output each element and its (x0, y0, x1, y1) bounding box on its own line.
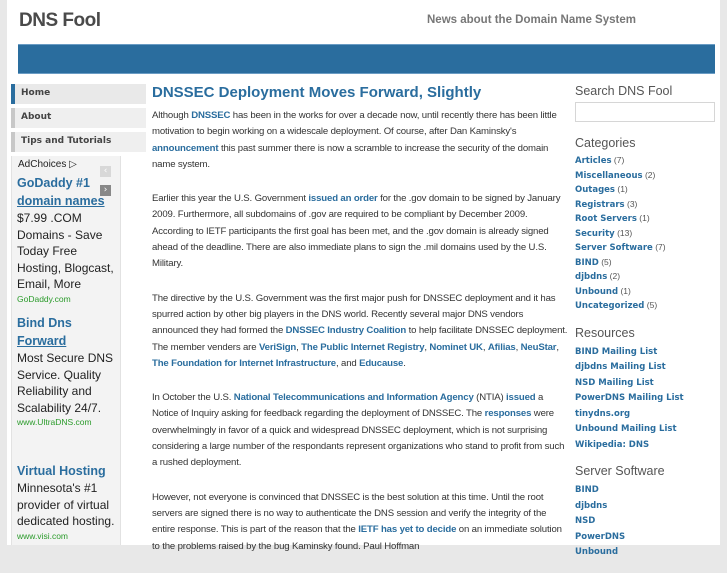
category-count: (2) (609, 271, 621, 281)
link-verisign[interactable]: VeriSign (258, 341, 297, 353)
category-item (575, 256, 710, 271)
text: In October the U.S. (152, 392, 234, 404)
link-dnssec[interactable]: DNSSEC (191, 110, 231, 121)
software-link[interactable]: NSD (575, 516, 596, 526)
category-item (575, 299, 710, 314)
post-paragraph (152, 108, 570, 173)
software-link[interactable]: BIND (575, 485, 599, 495)
link-educause[interactable]: Educause (359, 357, 404, 369)
category-item (575, 198, 710, 213)
category-item (575, 154, 710, 169)
link-afilias[interactable]: Afilias (487, 341, 516, 353)
ad-url[interactable]: GoDaddy.com (17, 293, 71, 304)
nav-item-tips-and-tutorials[interactable] (11, 132, 146, 152)
text: were overwhelmingly in favor of a quick and widespread DNSSEC deployment, which is not surprising considering a large number of the respondants represent organizations who stand to profit from such a rushed deployment. (152, 408, 565, 469)
text: , and (335, 357, 360, 369)
category-link-unbound[interactable]: Unbound (575, 286, 619, 297)
link-neustar[interactable]: NeuStar (520, 341, 557, 353)
post-paragraph (152, 191, 570, 272)
text: (NTIA) (473, 392, 507, 404)
post-paragraph (152, 390, 570, 471)
category-link-server-software[interactable]: Server Software (575, 243, 653, 253)
link-issued-an-order[interactable]: issued an order (308, 193, 378, 205)
post-paragraph (152, 490, 570, 555)
right-sidebar (575, 84, 710, 572)
ad-title[interactable]: Bind Dns (17, 316, 72, 330)
text: , (296, 341, 302, 353)
link-responses[interactable]: responses (484, 408, 532, 420)
resource-link[interactable]: BIND Mailing List (575, 346, 658, 357)
chevron-right-icon[interactable]: › (100, 185, 111, 196)
category-item (575, 241, 710, 256)
adchoices-label: AdChoices (18, 159, 67, 170)
category-link-articles[interactable]: Articles (575, 156, 612, 166)
category-link-uncategorized[interactable]: Uncategorized (575, 301, 645, 311)
text: Earlier this year the U.S. Government (152, 193, 309, 205)
ad-url[interactable]: www.UltraDNS.com (17, 417, 92, 427)
ad-item-visi[interactable] (17, 462, 121, 542)
ad-url[interactable]: www.visi.com (17, 530, 69, 541)
nav-item-label: About (21, 112, 52, 122)
text: , (515, 341, 521, 353)
category-link-miscellaneous[interactable]: Miscellaneous (575, 170, 643, 181)
site-title[interactable]: DNS Fool (19, 10, 101, 31)
category-count: (5) (646, 300, 658, 310)
category-count: (1) (617, 184, 628, 194)
resource-link[interactable]: djbdns Mailing List (575, 362, 666, 372)
category-item (575, 227, 710, 242)
text: has been in the works for over a decade now, until recently there has been little motivation to begin working on a widescale deployment. Of course, after Dan Kaminsky's (152, 110, 557, 138)
software-link[interactable]: djbdns (575, 500, 608, 511)
text: , (556, 341, 559, 353)
software-link[interactable]: PowerDNS (575, 531, 626, 542)
category-link-bind[interactable]: BIND (575, 257, 599, 268)
link-issued[interactable]: issued (506, 392, 536, 404)
resource-link[interactable]: NSD Mailing List (575, 377, 654, 388)
software-link[interactable]: Unbound (575, 547, 619, 557)
ad-title[interactable]: domain names (17, 194, 105, 208)
category-link-djbdns[interactable]: djbdns (575, 272, 608, 282)
link-ietf-has-yet-to-decide[interactable]: IETF has yet to decide (358, 524, 457, 536)
category-count: (5) (601, 256, 612, 267)
top-navbar (18, 44, 715, 74)
category-item (575, 169, 710, 184)
nav-item-home[interactable] (11, 84, 146, 104)
left-navigation (11, 84, 146, 156)
server-software-heading: Server Software (575, 464, 665, 478)
text: . (403, 357, 406, 369)
link-foundation-internet-infrastructure[interactable]: The Foundation for Internet Infrastructure (152, 357, 336, 369)
text: for the .gov domain to be signed by January 2009. Furthermore, all subdomains of .gov are required to be compliant by December 2009. According to IETF participants the first goal has been met, and the .gov domain is already signed ahead of the deadline. There are also immediate plans to sign the .mil domains used by the U.S. Military. (152, 193, 561, 270)
link-ntia[interactable]: National Telecommunications and Information Agency (233, 392, 474, 404)
text: a Notice of Inquiry asking for feedback regarding the deployment of DNSSEC. The (152, 392, 544, 420)
link-announcement[interactable]: announcement (152, 142, 219, 154)
text: The directive by the U.S. Government was the first major push for DNSSEC deployment and it has spurred action by other big players in the DNS world. Recently several major DNS vendors announced they had formed the (152, 292, 556, 337)
text: , (482, 341, 488, 353)
resource-link[interactable]: Unbound Mailing List (575, 424, 677, 434)
categories-list (575, 154, 710, 314)
ad-body: $7.99 .COM Domains - Save Today Free Hosting, Blogcast, Email, More (17, 211, 114, 291)
category-count: (3) (627, 198, 638, 209)
ad-body: Most Secure DNS Service. Quality Reliability and Scalability 24/7. (17, 351, 114, 415)
text: to help facilitate DNSSEC deployment. The member venders are (152, 325, 568, 353)
resources-heading: Resources (575, 325, 635, 340)
ad-box (11, 156, 121, 545)
post-paragraph (152, 291, 570, 372)
search-input[interactable] (575, 102, 715, 122)
nav-item-label: Home (21, 88, 51, 98)
adchoices-link[interactable] (18, 159, 77, 170)
post (152, 84, 570, 573)
category-count: (7) (613, 155, 625, 165)
play-triangle-icon: ▷ (69, 159, 77, 170)
category-link-outages[interactable]: Outages (575, 185, 615, 195)
category-count: (2) (644, 169, 656, 180)
chevron-left-icon[interactable]: ‹ (100, 166, 111, 177)
text: on an immediate solution to the problems raised by the bug Kaminsky found. Paul Hoffman (152, 524, 562, 552)
post-title[interactable]: DNSSEC Deployment Moves Forward, Slightly (152, 84, 482, 101)
category-item (575, 270, 710, 285)
nav-item-about[interactable] (11, 108, 146, 128)
category-item (575, 183, 710, 198)
resource-link[interactable]: Wikipedia: DNS (575, 439, 650, 450)
server-software-list (575, 482, 710, 560)
category-link-security[interactable]: Security (575, 228, 615, 239)
category-item (575, 212, 710, 227)
ad-title[interactable]: Forward (17, 334, 67, 348)
ad-title[interactable]: GoDaddy #1 (17, 176, 90, 190)
link-public-internet-registry[interactable]: The Public Internet Registry (301, 341, 425, 353)
link-dnssec-industry-coalition[interactable]: DNSSEC Industry Coalition (285, 325, 407, 337)
categories-heading: Categories (575, 136, 636, 150)
nav-item-label: Tips and Tutorials (21, 136, 112, 146)
category-item (575, 285, 710, 300)
category-link-registrars[interactable]: Registrars (575, 199, 625, 210)
text: However, not everyone is convinced that DNSSEC is the best solution at this time. Until the root servers are signed there is no way to authenticate the DNS session and verify the integrity of the entire response. This is part of the reason that the (152, 491, 547, 536)
ad-body: Minnesota's #1 provider of virtual dedicated hosting. (17, 481, 115, 528)
category-count: (13) (617, 227, 633, 238)
text: this past summer there is now a scramble to increase the security of the domain name system. (152, 142, 549, 170)
category-count: (7) (655, 242, 666, 252)
category-count: (1) (639, 213, 650, 223)
site-tagline: News about the Domain Name System (427, 14, 636, 26)
category-count: (1) (620, 285, 631, 296)
ad-title[interactable]: Virtual Hosting (17, 464, 106, 478)
category-link-root-servers[interactable]: Root Servers (575, 214, 637, 224)
resources-list (575, 344, 710, 453)
text: Although (152, 110, 192, 121)
ad-item-ultradns[interactable] (17, 314, 121, 428)
link-nominet-uk[interactable]: Nominet UK (429, 341, 483, 353)
ad-item-godaddy[interactable] (17, 174, 121, 305)
resource-link[interactable]: PowerDNS Mailing List (575, 393, 684, 403)
resource-link[interactable]: tinydns.org (575, 408, 631, 419)
search-heading: Search DNS Fool (575, 84, 673, 98)
text: , (424, 341, 430, 353)
